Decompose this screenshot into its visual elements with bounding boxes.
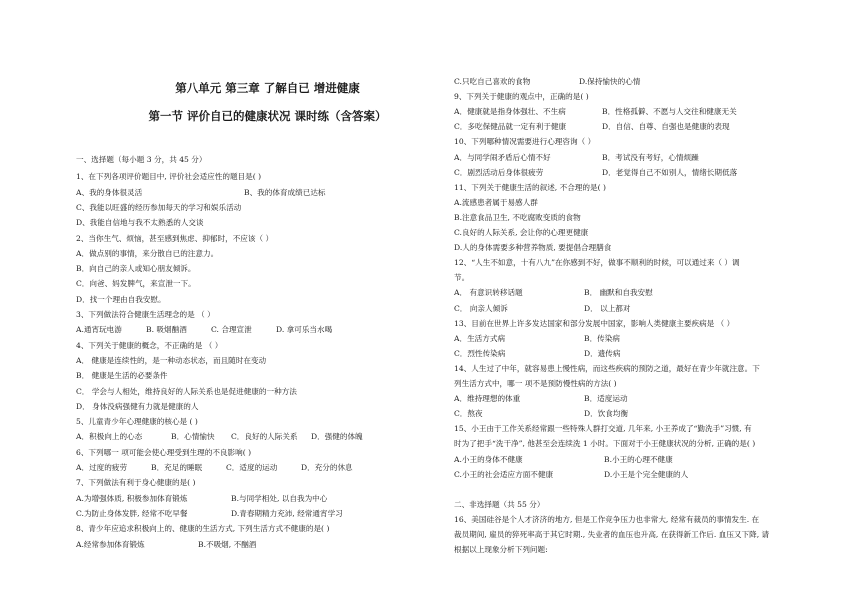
text-line: C.良好的人际关系, 会让你的心理更健康 [454, 228, 589, 237]
answer-option: A． 有意识转移话题 [454, 288, 523, 298]
text-line: 6、下列哪一 项可能会使心理受到生理的不良影响( ) [76, 447, 252, 457]
answer-option: A．健康就是指身体强壮、不生病 [454, 107, 566, 117]
text-line: 3、下列做法符合健康生活理念的是 （ ） [76, 310, 215, 319]
text-line: A．做点别的事情，来分散自已的注意力。 [76, 248, 219, 258]
answer-option: C.只吃自己喜欢的食物 [454, 77, 531, 86]
text-line: B.注意食品卫生, 不吃腐败变质的食物 [454, 212, 581, 222]
answer-option: D．自信、自尊、自强也是健康的表现 [602, 122, 730, 132]
text-line: B．向自己的亲人或知心朋友倾诉。 [76, 264, 196, 274]
answer-option: B．考试没有考好，心情烦躁 [602, 152, 699, 162]
text-line: B． 健康是生活的必要条件 [76, 371, 168, 381]
answer-option: B、我的体育成绩已达标 [244, 187, 326, 197]
text-line: 13、目前在世界上许多发达国家和部分发展中国家，影响人类健康主要疾病是 （ ） [454, 318, 735, 328]
text-line: 2、当你生气、烦恼，甚至感到焦虑、抑郁时，不应该（ ） [76, 233, 274, 243]
answer-option: C．适度的运动 [226, 463, 278, 472]
answer-option: C.为防止身体发胖, 经常不吃早餐 [76, 508, 188, 518]
answer-option: A．积极向上的心态 [76, 432, 143, 442]
answer-option: B．传染病 [584, 333, 620, 343]
answer-option: D．充分的休息 [301, 463, 353, 472]
answer-option: D． 以上都对 [584, 303, 631, 313]
answer-option: A.经常参加体育锻炼 [76, 539, 145, 549]
text-line: 时为了把手“洗干净”, 他甚至会连续洗 1 小时。下面对于小王健康状况的分析, 正确的是( ) [454, 439, 756, 449]
text-line: D.人的身体需要多种营养物质, 要提倡合理膳食 [454, 243, 612, 253]
text-line: 5、儿童青少年心理健康的核心是 ( ) [76, 417, 198, 427]
text-line: 9、下列关于健康的观点中，正确的是( ) [454, 92, 589, 102]
answer-option: C. 合理宣泄 [211, 325, 252, 335]
answer-option: C．剧烈活动后身体很疲劳 [454, 167, 544, 177]
text-line: 1、在下列各项评价题目中, 评价社会适应性的题目是( ) [76, 172, 262, 182]
answer-option: B．适度运动 [584, 394, 628, 404]
text-line: 裁员期间, 雇员的猝死率高于其它时期., 失业者的血压也升高, 在获得新工作后. 血压又下降, 请 [454, 530, 770, 539]
document-subtitle: 第一节 评价自已的健康状况 课时练（含答案） [148, 109, 387, 123]
document-title: 第八单元 第三章 了解自已 增进健康 [175, 81, 360, 95]
answer-option: A.小王的身体不健康 [454, 454, 523, 464]
answer-option: C．多吃保健品就一定有利于健康 [454, 122, 567, 132]
answer-option: C．熬夜 [454, 409, 483, 419]
answer-option: C．烈性传染病 [454, 348, 506, 358]
text-line: C、我能以旺盛的经历参加每天的学习和娱乐活动 [76, 202, 242, 212]
text-line: 一、选择题（每小题 3 分，共 45 分） [76, 155, 207, 164]
answer-option: A.为增强体质, 积极参加体育锻炼 [76, 493, 188, 503]
text-line: 列生活方式中，哪一 项不是预防慢性病的方法( ) [454, 379, 617, 388]
answer-option: C.小王的社会适应方面不健康 [454, 469, 554, 479]
answer-option: D．强健的体魄 [311, 432, 363, 442]
answer-option: D.青春期精力充沛, 经常通宵学习 [231, 508, 343, 518]
text-line: 7、下列做法有利于身心健康的是( ) [76, 478, 196, 488]
text-line: A． 健康是连续性的，是一种动态状态，而且随时在变动 [76, 355, 267, 365]
answer-option: B. 吸烟酗酒 [146, 325, 187, 335]
answer-option: B．性格孤僻、不愿与人交往和健康无关 [602, 107, 737, 117]
answer-option: A．与同学闹矛盾后心情不好 [454, 152, 551, 162]
text-line: 16、美国硅谷是个人才济济的地方, 但是工作竞争压力也非常大, 经常有裁员的事情发生. 在 [454, 514, 760, 524]
answer-option: A．生活方式病 [454, 333, 506, 343]
text-line: D． 身体没病强健有力就是健康的人 [76, 401, 199, 411]
answer-option: B．心情愉快 [171, 432, 215, 442]
text-line: 15、小王由于工作关系经常跟一些特殊人群打交道, 几年来, 小王养成了“勤洗手”习惯, 有 [454, 424, 752, 434]
answer-option: D.小王是个完全健康的人 [604, 469, 689, 479]
answer-option: D.保持愉快的心情 [579, 77, 641, 86]
text-line: 10、下列哪种情况需要进行心理咨询（ ） [454, 137, 596, 147]
answer-option: D．遗传病 [584, 348, 621, 358]
text-line: C． 学会与人相处，维持良好的人际关系也是促进健康的一种方法 [76, 386, 297, 396]
text-line: D．找一个理由自我安慰。 [76, 294, 166, 304]
answer-option: D．饮食均衡 [584, 409, 629, 419]
answer-option: A、我的身体很灵活 [76, 187, 143, 197]
text-line: 根据以上现象分析下列问题: [454, 545, 548, 555]
answer-option: B.小王的心理不健康 [604, 454, 673, 464]
answer-option: A．过度的疲劳 [76, 463, 128, 472]
text-line: 12、“人生不如意，十有八九”在你感到不好，做事不顺利的时候，可以通过来（ ）调 [454, 258, 740, 268]
answer-option: D. 拿可乐当水喝 [276, 325, 333, 335]
answer-option: A.通宵玩电游 [76, 325, 122, 335]
text-line: 节。 [454, 273, 470, 283]
answer-option: B．充足的睡眠 [151, 463, 203, 472]
answer-option: A．维持理想的体重 [454, 394, 521, 404]
text-line: D、我能自信地与我不太熟悉的人交谈 [76, 218, 204, 228]
text-line: C．向爸、妈发脾气，来宣泄一下。 [76, 279, 196, 289]
text-line: 二、非选择题（共 55 分） [454, 499, 545, 509]
answer-option: B.不吸烟, 不酗酒 [198, 539, 257, 549]
text-line: 14、人生过了中年，就容易患上慢性病，而这些疾病的预防之道，最好在青少年就注意。下 [454, 363, 760, 373]
answer-option: C． 向亲人倾诉 [454, 303, 508, 313]
text-line: A.流感患者属于易感人群 [454, 197, 538, 207]
answer-option: D．老觉得自己不如别人，情绪长期低落 [602, 167, 738, 177]
text-line: 4、下列关于健康的概念，不正确的是 （ ） [76, 340, 223, 350]
text-line: 8、青少年应追求积极向上的、健康的生活方式, 下列生活方式不健康的是( ) [76, 524, 330, 534]
answer-option: C．良好的人际关系 [231, 432, 298, 442]
text-line: 11、下列关于健康生活的叙述, 不合理的是( ) [454, 182, 606, 192]
answer-option: B． 幽默和自我安慰 [584, 288, 653, 298]
answer-option: B.与同学相处, 以自我为中心 [231, 493, 328, 503]
